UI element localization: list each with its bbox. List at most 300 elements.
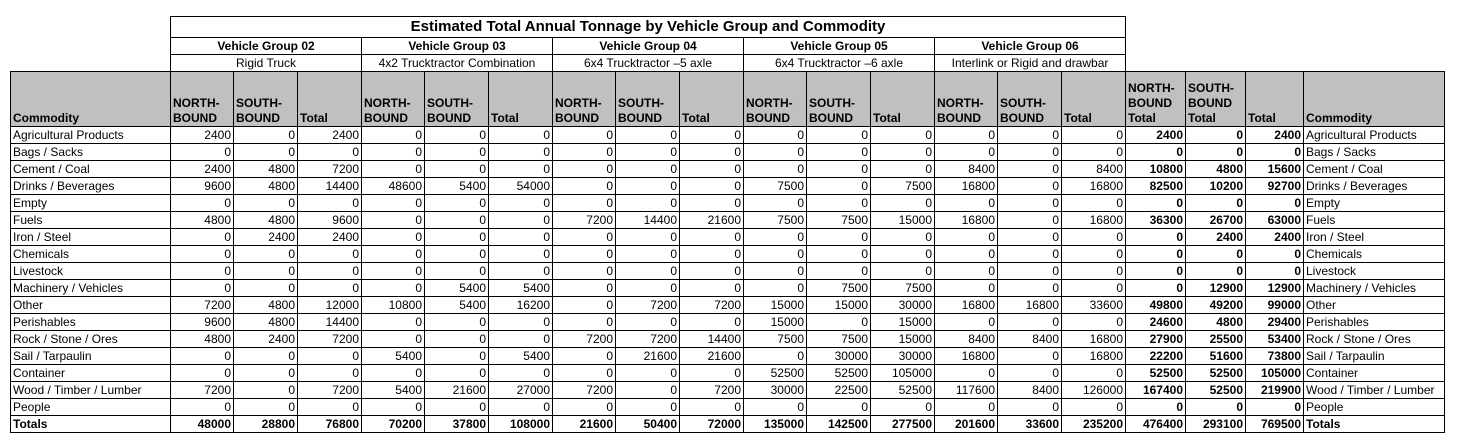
value-cell: 0 bbox=[425, 195, 489, 212]
value-cell: 0 bbox=[425, 127, 489, 144]
value-cell: 7500 bbox=[744, 212, 807, 229]
header-southbound: SOUTH-BOUND bbox=[234, 72, 298, 127]
value-cell: 0 bbox=[616, 161, 680, 178]
value-cell: 0 bbox=[1062, 263, 1126, 280]
value-cell: 14400 bbox=[298, 178, 362, 195]
value-cell: 0 bbox=[998, 229, 1062, 246]
value-cell: 167400 bbox=[1126, 382, 1186, 399]
value-cell: 0 bbox=[298, 365, 362, 382]
commodity-cell: Agricultural Products bbox=[11, 127, 171, 144]
value-cell: 16800 bbox=[1062, 178, 1126, 195]
value-cell: 0 bbox=[1246, 246, 1304, 263]
group-description: 6x4 Trucktractor –6 axle bbox=[744, 55, 935, 72]
value-cell: 0 bbox=[362, 144, 425, 161]
value-cell: 2400 bbox=[298, 229, 362, 246]
value-cell: 0 bbox=[1062, 365, 1126, 382]
value-cell: 9600 bbox=[171, 314, 234, 331]
value-cell: 16800 bbox=[935, 178, 998, 195]
value-cell: 52500 bbox=[1186, 365, 1246, 382]
value-cell: 0 bbox=[1126, 399, 1186, 416]
commodity-cell: Bags / Sacks bbox=[11, 144, 171, 161]
commodity-cell: Machinery / Vehicles bbox=[11, 280, 171, 297]
header-total: Total bbox=[680, 72, 744, 127]
value-cell: 16800 bbox=[1062, 348, 1126, 365]
table-row bbox=[11, 399, 1445, 416]
value-cell: 0 bbox=[362, 127, 425, 144]
value-cell: 0 bbox=[553, 161, 616, 178]
commodity-cell: Iron / Steel bbox=[11, 229, 171, 246]
value-cell: 0 bbox=[171, 280, 234, 297]
value-cell: 2400 bbox=[1246, 229, 1304, 246]
value-cell: 235200 bbox=[1062, 416, 1126, 433]
value-cell: 0 bbox=[871, 399, 935, 416]
value-cell: 0 bbox=[553, 365, 616, 382]
value-cell: 21600 bbox=[425, 382, 489, 399]
value-cell: 0 bbox=[807, 161, 871, 178]
value-cell: 22500 bbox=[807, 382, 871, 399]
value-cell: 37800 bbox=[425, 416, 489, 433]
header-grand-total: Total bbox=[1246, 72, 1304, 127]
value-cell: 7200 bbox=[171, 382, 234, 399]
value-cell: 0 bbox=[362, 399, 425, 416]
group-name: Vehicle Group 03 bbox=[362, 38, 553, 55]
value-cell: 0 bbox=[425, 229, 489, 246]
header-northbound: NORTH-BOUND bbox=[171, 72, 234, 127]
value-cell: 7500 bbox=[807, 212, 871, 229]
value-cell: 0 bbox=[935, 144, 998, 161]
value-cell: 0 bbox=[298, 263, 362, 280]
value-cell: 219900 bbox=[1246, 382, 1304, 399]
value-cell: 0 bbox=[807, 195, 871, 212]
value-cell: 12900 bbox=[1246, 280, 1304, 297]
value-cell: 0 bbox=[871, 229, 935, 246]
value-cell: 0 bbox=[298, 399, 362, 416]
value-cell: 0 bbox=[1062, 127, 1126, 144]
value-cell: 15000 bbox=[871, 212, 935, 229]
value-cell: 0 bbox=[616, 246, 680, 263]
value-cell: 48600 bbox=[362, 178, 425, 195]
value-cell: 0 bbox=[807, 399, 871, 416]
value-cell: 0 bbox=[425, 331, 489, 348]
value-cell: 73800 bbox=[1246, 348, 1304, 365]
value-cell: 52500 bbox=[1126, 365, 1186, 382]
value-cell: 15000 bbox=[871, 314, 935, 331]
value-cell: 0 bbox=[1062, 280, 1126, 297]
value-cell: 4800 bbox=[1186, 161, 1246, 178]
value-cell: 0 bbox=[1126, 263, 1186, 280]
value-cell: 0 bbox=[935, 314, 998, 331]
header-northbound: NORTH-BOUND bbox=[553, 72, 616, 127]
value-cell: 0 bbox=[935, 195, 998, 212]
commodity-cell: Empty bbox=[11, 195, 171, 212]
value-cell: 117600 bbox=[935, 382, 998, 399]
value-cell: 0 bbox=[998, 365, 1062, 382]
value-cell: 0 bbox=[234, 263, 298, 280]
table-row bbox=[11, 331, 1445, 348]
value-cell: 21600 bbox=[680, 348, 744, 365]
value-cell: 0 bbox=[935, 263, 998, 280]
value-cell: 0 bbox=[744, 246, 807, 263]
value-cell: 0 bbox=[425, 212, 489, 229]
value-cell: 0 bbox=[680, 144, 744, 161]
value-cell: 0 bbox=[998, 195, 1062, 212]
value-cell: 0 bbox=[362, 365, 425, 382]
value-cell: 27900 bbox=[1126, 331, 1186, 348]
value-cell: 0 bbox=[362, 331, 425, 348]
value-cell: 70200 bbox=[362, 416, 425, 433]
value-cell: 5400 bbox=[489, 348, 553, 365]
value-cell: 0 bbox=[234, 399, 298, 416]
value-cell: 5400 bbox=[362, 348, 425, 365]
value-cell: 0 bbox=[234, 246, 298, 263]
value-cell: 0 bbox=[1186, 246, 1246, 263]
value-cell: 63000 bbox=[1246, 212, 1304, 229]
header-northbound: NORTH-BOUND bbox=[935, 72, 998, 127]
value-cell: 0 bbox=[935, 246, 998, 263]
value-cell: 0 bbox=[744, 127, 807, 144]
value-cell: 27000 bbox=[489, 382, 553, 399]
value-cell: 0 bbox=[744, 144, 807, 161]
value-cell: 16200 bbox=[489, 297, 553, 314]
value-cell: 92700 bbox=[1246, 178, 1304, 195]
commodity-cell: Perishables bbox=[11, 314, 171, 331]
header-total: Total bbox=[489, 72, 553, 127]
value-cell: 0 bbox=[807, 229, 871, 246]
value-cell: 4800 bbox=[171, 212, 234, 229]
value-cell: 25500 bbox=[1186, 331, 1246, 348]
value-cell: 0 bbox=[616, 263, 680, 280]
value-cell: 0 bbox=[680, 246, 744, 263]
value-cell: 0 bbox=[1062, 399, 1126, 416]
value-cell: 0 bbox=[489, 314, 553, 331]
value-cell: 49800 bbox=[1126, 297, 1186, 314]
group-description: 6x4 Trucktractor –5 axle bbox=[553, 55, 744, 72]
value-cell: 0 bbox=[425, 144, 489, 161]
value-cell: 0 bbox=[1062, 195, 1126, 212]
value-cell: 7200 bbox=[553, 212, 616, 229]
value-cell: 126000 bbox=[1062, 382, 1126, 399]
table-row bbox=[11, 229, 1445, 246]
table-row bbox=[11, 144, 1445, 161]
value-cell: 0 bbox=[871, 127, 935, 144]
value-cell: 0 bbox=[998, 127, 1062, 144]
commodity-cell-right: Wood / Timber / Lumber bbox=[1304, 382, 1445, 399]
value-cell: 0 bbox=[553, 399, 616, 416]
value-cell: 0 bbox=[807, 246, 871, 263]
value-cell: 293100 bbox=[1186, 416, 1246, 433]
value-cell: 0 bbox=[616, 127, 680, 144]
value-cell: 7500 bbox=[807, 280, 871, 297]
value-cell: 0 bbox=[871, 246, 935, 263]
table-row bbox=[11, 178, 1445, 195]
value-cell: 10800 bbox=[362, 297, 425, 314]
commodity-cell: Chemicals bbox=[11, 246, 171, 263]
value-cell: 2400 bbox=[298, 127, 362, 144]
value-cell: 0 bbox=[680, 263, 744, 280]
value-cell: 0 bbox=[553, 280, 616, 297]
value-cell: 0 bbox=[680, 229, 744, 246]
value-cell: 99000 bbox=[1246, 297, 1304, 314]
value-cell: 52500 bbox=[1186, 382, 1246, 399]
value-cell: 0 bbox=[998, 348, 1062, 365]
value-cell: 14400 bbox=[298, 314, 362, 331]
value-cell: 2400 bbox=[1246, 127, 1304, 144]
value-cell: 0 bbox=[807, 127, 871, 144]
value-cell: 0 bbox=[553, 263, 616, 280]
value-cell: 0 bbox=[616, 314, 680, 331]
header-total: Total bbox=[298, 72, 362, 127]
commodity-cell: Livestock bbox=[11, 263, 171, 280]
value-cell: 0 bbox=[234, 348, 298, 365]
value-cell: 0 bbox=[1062, 144, 1126, 161]
commodity-cell: Container bbox=[11, 365, 171, 382]
header-commodity-right: Commodity bbox=[1304, 72, 1445, 127]
value-cell: 0 bbox=[616, 365, 680, 382]
header-northbound: NORTH-BOUND bbox=[744, 72, 807, 127]
value-cell: 0 bbox=[489, 229, 553, 246]
value-cell: 0 bbox=[998, 280, 1062, 297]
value-cell: 0 bbox=[1126, 229, 1186, 246]
group-description: Interlink or Rigid and drawbar bbox=[935, 55, 1126, 72]
value-cell: 30000 bbox=[871, 297, 935, 314]
value-cell: 0 bbox=[998, 212, 1062, 229]
value-cell: 16800 bbox=[935, 297, 998, 314]
value-cell: 7200 bbox=[680, 382, 744, 399]
commodity-cell-right: Perishables bbox=[1304, 314, 1445, 331]
header-northbound-total: NORTH-BOUND Total bbox=[1126, 72, 1186, 127]
value-cell: 15000 bbox=[744, 314, 807, 331]
value-cell: 0 bbox=[553, 127, 616, 144]
value-cell: 0 bbox=[234, 365, 298, 382]
value-cell: 28800 bbox=[234, 416, 298, 433]
commodity-cell-right: Agricultural Products bbox=[1304, 127, 1445, 144]
value-cell: 0 bbox=[1126, 280, 1186, 297]
value-cell: 30000 bbox=[744, 382, 807, 399]
value-cell: 2400 bbox=[234, 331, 298, 348]
value-cell: 108000 bbox=[489, 416, 553, 433]
value-cell: 0 bbox=[998, 399, 1062, 416]
value-cell: 0 bbox=[1186, 399, 1246, 416]
value-cell: 0 bbox=[362, 229, 425, 246]
value-cell: 0 bbox=[807, 263, 871, 280]
value-cell: 0 bbox=[807, 144, 871, 161]
group-name: Vehicle Group 05 bbox=[744, 38, 935, 55]
value-cell: 0 bbox=[362, 161, 425, 178]
value-cell: 15000 bbox=[744, 297, 807, 314]
table-row bbox=[11, 382, 1445, 399]
value-cell: 0 bbox=[362, 263, 425, 280]
value-cell: 53400 bbox=[1246, 331, 1304, 348]
value-cell: 7200 bbox=[616, 331, 680, 348]
value-cell: 0 bbox=[362, 212, 425, 229]
table-title: Estimated Total Annual Tonnage by Vehicle Group and Commodity bbox=[171, 17, 1126, 38]
value-cell: 0 bbox=[616, 178, 680, 195]
value-cell: 0 bbox=[489, 161, 553, 178]
value-cell: 16800 bbox=[935, 348, 998, 365]
value-cell: 0 bbox=[680, 365, 744, 382]
value-cell: 0 bbox=[1062, 229, 1126, 246]
value-cell: 76800 bbox=[298, 416, 362, 433]
value-cell: 30000 bbox=[871, 348, 935, 365]
value-cell: 0 bbox=[998, 263, 1062, 280]
value-cell: 16800 bbox=[1062, 331, 1126, 348]
value-cell: 0 bbox=[171, 399, 234, 416]
value-cell: 50400 bbox=[616, 416, 680, 433]
value-cell: 2400 bbox=[234, 229, 298, 246]
value-cell: 0 bbox=[1246, 263, 1304, 280]
value-cell: 0 bbox=[489, 365, 553, 382]
commodity-cell-right: Fuels bbox=[1304, 212, 1445, 229]
value-cell: 0 bbox=[935, 399, 998, 416]
commodity-cell-right: Empty bbox=[1304, 195, 1445, 212]
header-southbound-total: SOUTH-BOUND Total bbox=[1186, 72, 1246, 127]
value-cell: 4800 bbox=[1186, 314, 1246, 331]
value-cell: 10800 bbox=[1126, 161, 1186, 178]
commodity-cell-right: Cement / Coal bbox=[1304, 161, 1445, 178]
value-cell: 5400 bbox=[425, 178, 489, 195]
value-cell: 8400 bbox=[935, 331, 998, 348]
value-cell: 0 bbox=[425, 399, 489, 416]
value-cell: 52500 bbox=[871, 382, 935, 399]
value-cell: 0 bbox=[362, 280, 425, 297]
commodity-cell-right: Sail / Tarpaulin bbox=[1304, 348, 1445, 365]
value-cell: 0 bbox=[553, 246, 616, 263]
value-cell: 0 bbox=[489, 263, 553, 280]
commodity-cell-right: Chemicals bbox=[1304, 246, 1445, 263]
value-cell: 5400 bbox=[425, 280, 489, 297]
value-cell: 0 bbox=[234, 382, 298, 399]
value-cell: 5400 bbox=[489, 280, 553, 297]
value-cell: 0 bbox=[425, 263, 489, 280]
value-cell: 0 bbox=[807, 178, 871, 195]
value-cell: 0 bbox=[680, 314, 744, 331]
value-cell: 7500 bbox=[807, 331, 871, 348]
table-row bbox=[11, 161, 1445, 178]
value-cell: 0 bbox=[1246, 399, 1304, 416]
table-row bbox=[11, 297, 1445, 314]
value-cell: 0 bbox=[1186, 144, 1246, 161]
value-cell: 82500 bbox=[1126, 178, 1186, 195]
header-southbound: SOUTH-BOUND bbox=[807, 72, 871, 127]
commodity-cell: Other bbox=[11, 297, 171, 314]
value-cell: 4800 bbox=[234, 314, 298, 331]
value-cell: 0 bbox=[1126, 195, 1186, 212]
value-cell: 14400 bbox=[616, 212, 680, 229]
value-cell: 0 bbox=[616, 195, 680, 212]
value-cell: 4800 bbox=[234, 297, 298, 314]
value-cell: 72000 bbox=[680, 416, 744, 433]
value-cell: 0 bbox=[616, 382, 680, 399]
group-description: 4x2 Trucktractor Combination bbox=[362, 55, 553, 72]
value-cell: 2400 bbox=[171, 161, 234, 178]
value-cell: 0 bbox=[744, 399, 807, 416]
tonnage-table bbox=[10, 16, 1445, 433]
value-cell: 0 bbox=[935, 280, 998, 297]
value-cell: 0 bbox=[616, 229, 680, 246]
value-cell: 769500 bbox=[1246, 416, 1304, 433]
value-cell: 0 bbox=[1126, 246, 1186, 263]
value-cell: 16800 bbox=[998, 297, 1062, 314]
value-cell: 15000 bbox=[871, 331, 935, 348]
header-total: Total bbox=[871, 72, 935, 127]
header-commodity: Commodity bbox=[11, 72, 171, 127]
value-cell: 33600 bbox=[998, 416, 1062, 433]
header-southbound: SOUTH-BOUND bbox=[425, 72, 489, 127]
commodity-cell-right: Machinery / Vehicles bbox=[1304, 280, 1445, 297]
value-cell: 15000 bbox=[807, 297, 871, 314]
value-cell: 0 bbox=[171, 195, 234, 212]
value-cell: 0 bbox=[616, 280, 680, 297]
value-cell: 0 bbox=[935, 365, 998, 382]
value-cell: 7200 bbox=[171, 297, 234, 314]
value-cell: 14400 bbox=[680, 331, 744, 348]
value-cell: 49200 bbox=[1186, 297, 1246, 314]
value-cell: 21600 bbox=[680, 212, 744, 229]
value-cell: 0 bbox=[171, 263, 234, 280]
value-cell: 7200 bbox=[298, 161, 362, 178]
value-cell: 0 bbox=[489, 212, 553, 229]
value-cell: 8400 bbox=[998, 331, 1062, 348]
value-cell: 277500 bbox=[871, 416, 935, 433]
value-cell: 0 bbox=[489, 331, 553, 348]
value-cell: 0 bbox=[680, 127, 744, 144]
value-cell: 8400 bbox=[998, 382, 1062, 399]
value-cell: 0 bbox=[1126, 144, 1186, 161]
value-cell: 0 bbox=[1062, 314, 1126, 331]
value-cell: 4800 bbox=[234, 161, 298, 178]
value-cell: 0 bbox=[998, 161, 1062, 178]
value-cell: 0 bbox=[298, 144, 362, 161]
commodity-cell-right: Iron / Steel bbox=[1304, 229, 1445, 246]
value-cell: 15600 bbox=[1246, 161, 1304, 178]
value-cell: 36300 bbox=[1126, 212, 1186, 229]
commodity-cell-right: Drinks / Beverages bbox=[1304, 178, 1445, 195]
header-northbound: NORTH-BOUND bbox=[362, 72, 425, 127]
value-cell: 7200 bbox=[553, 382, 616, 399]
value-cell: 7200 bbox=[616, 297, 680, 314]
value-cell: 0 bbox=[171, 229, 234, 246]
commodity-cell: Totals bbox=[11, 416, 171, 433]
value-cell: 0 bbox=[489, 195, 553, 212]
value-cell: 7200 bbox=[298, 382, 362, 399]
value-cell: 0 bbox=[871, 144, 935, 161]
value-cell: 0 bbox=[744, 229, 807, 246]
value-cell: 5400 bbox=[362, 382, 425, 399]
value-cell: 2400 bbox=[1186, 229, 1246, 246]
value-cell: 476400 bbox=[1126, 416, 1186, 433]
value-cell: 0 bbox=[553, 297, 616, 314]
value-cell: 16800 bbox=[1062, 212, 1126, 229]
commodity-cell-right: Other bbox=[1304, 297, 1445, 314]
value-cell: 105000 bbox=[1246, 365, 1304, 382]
value-cell: 0 bbox=[425, 246, 489, 263]
table-row bbox=[11, 127, 1445, 144]
value-cell: 0 bbox=[1246, 144, 1304, 161]
value-cell: 0 bbox=[1246, 195, 1304, 212]
value-cell: 105000 bbox=[871, 365, 935, 382]
value-cell: 0 bbox=[553, 229, 616, 246]
value-cell: 52500 bbox=[807, 365, 871, 382]
group-name: Vehicle Group 02 bbox=[171, 38, 362, 55]
group-description: Rigid Truck bbox=[171, 55, 362, 72]
value-cell: 22200 bbox=[1126, 348, 1186, 365]
value-cell: 30000 bbox=[807, 348, 871, 365]
value-cell: 0 bbox=[553, 348, 616, 365]
value-cell: 0 bbox=[425, 314, 489, 331]
commodity-cell-right: Livestock bbox=[1304, 263, 1445, 280]
value-cell: 0 bbox=[935, 127, 998, 144]
value-cell: 0 bbox=[680, 399, 744, 416]
